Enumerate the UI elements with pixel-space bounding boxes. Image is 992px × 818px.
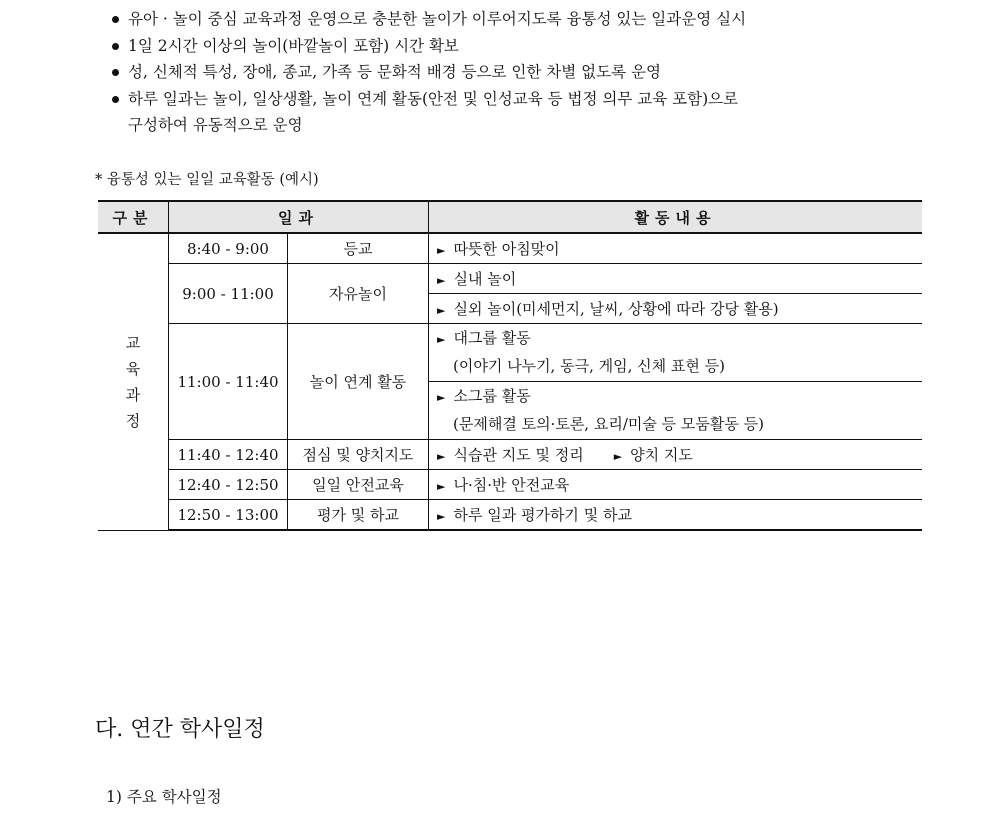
bullet-text-continuation: 구성하여 유동적으로 운영 (128, 116, 303, 134)
activity-text: 하루 일과 평가하기 및 하교 (453, 506, 632, 524)
table-row (98, 233, 922, 264)
table-row (98, 264, 922, 294)
activity-cell (429, 294, 923, 324)
time-cell: 12:40 - 12:50 (169, 470, 288, 500)
area-label-cell (98, 233, 169, 530)
arrow-icon: ► (437, 391, 446, 404)
activity-text: 실외 놀이(미세먼지, 날씨, 상황에 따라 강당 활용) (453, 300, 779, 318)
program-cell: 일일 안전교육 (288, 470, 429, 500)
activity-cell (429, 324, 923, 382)
program-cell: 평가 및 하교 (288, 500, 429, 531)
activity-text: 소그룹 활동 (453, 387, 531, 405)
bullet-item (110, 86, 746, 139)
bullet-dot-icon (112, 96, 119, 103)
activity-detail: (이야기 나누기, 동극, 게임, 신체 표현 등) (453, 357, 725, 375)
bullet-text: 성, 신체적 특성, 장애, 종교, 가족 등 문화적 배경 등으로 인한 차별 없도록 운영 (128, 63, 661, 81)
program-cell: 등교 (288, 233, 429, 264)
activity-cell (429, 470, 923, 500)
arrow-icon: ► (437, 333, 446, 346)
table-header-row (98, 201, 922, 233)
bullet-text: 유아 · 놀이 중심 교육과정 운영으로 충분한 놀이가 이루어지도록 융통성 있는 일과운영 실시 (128, 10, 747, 28)
area-char: 정 (125, 411, 141, 430)
program-cell: 자유놀이 (288, 264, 429, 324)
bullet-item (110, 33, 746, 60)
activity-cell (429, 233, 923, 264)
bullet-dot-icon (112, 43, 119, 50)
activity-detail: (문제해결 토의·토론, 요리/미술 등 모둠활동 등) (453, 415, 764, 433)
subsection-title: 1) 주요 학사일정 (106, 788, 222, 806)
header-schedule: 일과 (169, 201, 429, 233)
time-cell: 11:40 - 12:40 (169, 440, 288, 470)
arrow-icon: ► (437, 510, 446, 523)
policy-bullet-list (110, 6, 746, 139)
activity-text: 식습관 지도 및 정리 (453, 446, 584, 464)
section-title: 다. 연간 학사일정 (95, 717, 265, 742)
activity-text: 대그룹 활동 (453, 329, 531, 347)
table-row (98, 440, 922, 470)
time-cell: 8:40 - 9:00 (169, 233, 288, 264)
bullet-item (110, 6, 746, 33)
arrow-icon: ► (437, 480, 446, 493)
activity-cell (429, 382, 923, 440)
activity-cell (429, 440, 923, 470)
bullet-dot-icon (112, 16, 119, 23)
bullet-text: 1일 2시간 이상의 놀이(바깥놀이 포함) 시간 확보 (128, 36, 459, 55)
bullet-text: 하루 일과는 놀이, 일상생활, 놀이 연계 활동(안전 및 인성교육 등 법정 의무 교육 포함)으로 (128, 89, 739, 108)
program-cell: 점심 및 양치지도 (288, 440, 429, 470)
arrow-icon: ► (437, 244, 446, 257)
header-area: 구분 (98, 201, 169, 233)
time-cell: 12:50 - 13:00 (169, 500, 288, 531)
area-char: 육 (125, 359, 141, 378)
table-row (98, 500, 922, 531)
bullet-dot-icon (112, 69, 119, 76)
arrow-icon: ► (437, 304, 446, 317)
activity-text: 따뜻한 아침맞이 (453, 240, 560, 258)
activity-text: 나·침·반 안전교육 (453, 476, 570, 494)
arrow-icon: ► (437, 450, 446, 463)
arrow-icon: ► (437, 274, 446, 287)
table-row (98, 324, 922, 382)
arrow-icon: ► (613, 450, 623, 463)
table-row (98, 470, 922, 500)
bullet-item (110, 59, 746, 86)
header-activity: 활동내용 (429, 201, 923, 233)
area-char: 과 (125, 385, 141, 404)
example-note: * 융통성 있는 일일 교육활동 (예시) (95, 172, 319, 188)
time-cell: 9:00 - 11:00 (169, 264, 288, 324)
activity-cell (429, 264, 923, 294)
activity-text: 양치 지도 (630, 446, 693, 464)
activity-text: 실내 놀이 (453, 270, 517, 288)
time-cell: 11:00 - 11:40 (169, 324, 288, 440)
program-cell: 놀이 연계 활동 (288, 324, 429, 440)
activity-cell (429, 500, 923, 531)
area-char: 교 (125, 333, 141, 352)
daily-schedule-table (98, 200, 922, 531)
